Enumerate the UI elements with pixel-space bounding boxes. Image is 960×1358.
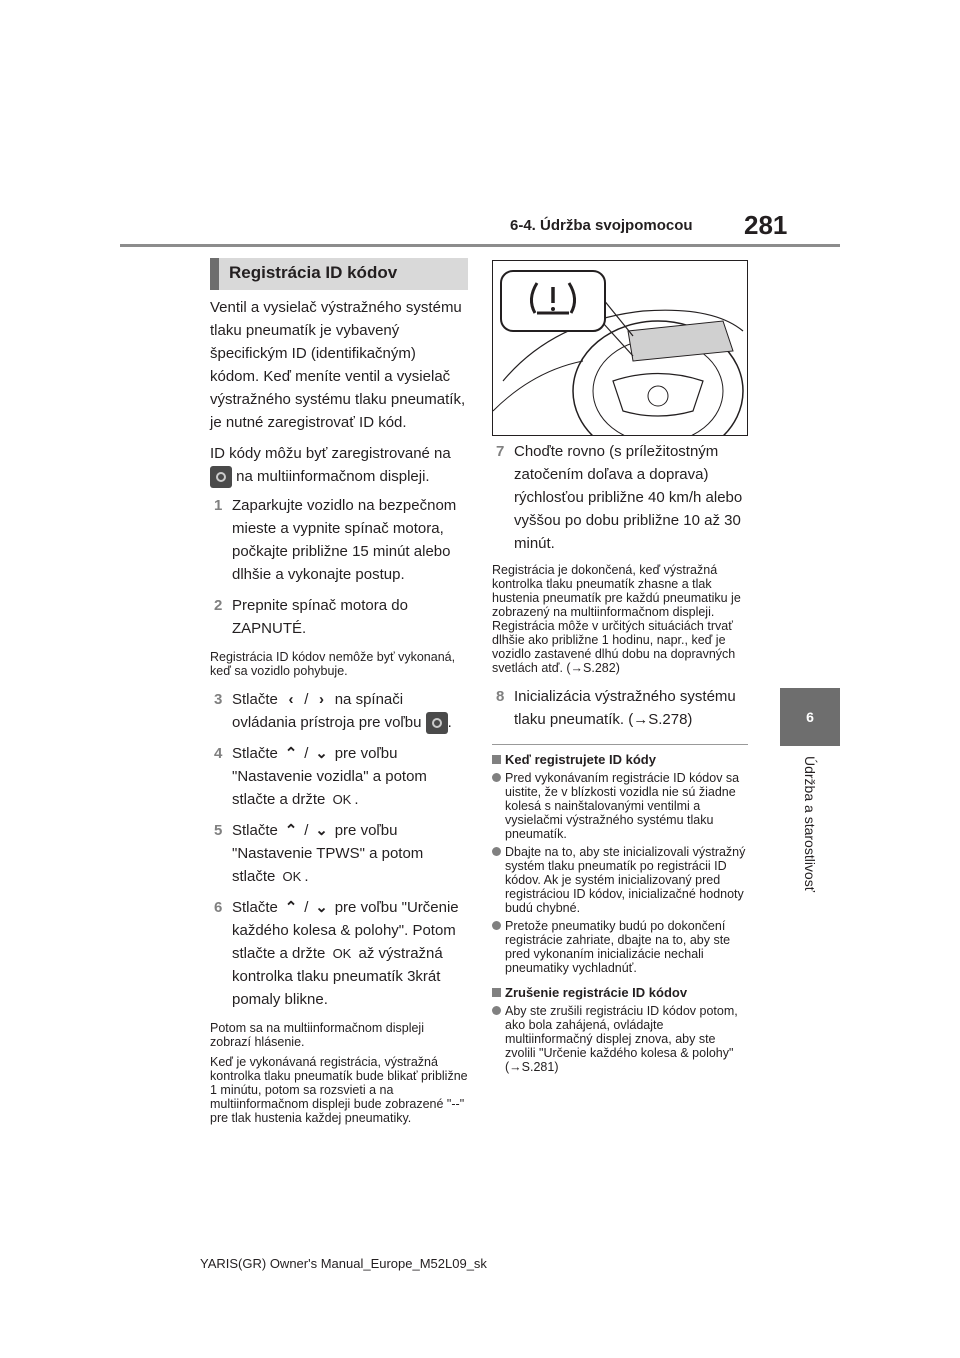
dashboard-illustration <box>492 260 748 436</box>
note-step-6a: Potom sa na multiinformačnom displeji zobrazí hlásenie. <box>210 1021 424 1050</box>
chevron-down-icon: ⌄ <box>315 899 328 917</box>
step-text: až výstražná kontrolka tlaku pneumatík 3krát pomaly blikne. <box>232 945 443 1009</box>
intro-paragraph: Ventil a vysielač výstražného systému tlaku pneumatík je vybavený špecifickým ID (identifikačným) kódom. Keď meníte ventil a vysielač výstražného systému tlaku pneumatík, je nutné zaregistrovať ID kód. <box>210 299 466 431</box>
step-6 <box>210 896 468 1011</box>
note-step-2: Registrácia ID kódov nemôže byť vykonaná, keď sa vozidlo pohybuje. <box>210 650 456 679</box>
period: . <box>354 791 359 809</box>
step-text: pre voľbu "Nastavenie TPWS" a potom stlačte <box>232 822 424 886</box>
step-text: Zaparkujte vozidlo na bezpečnom mieste a vypnite spínač motora, počkajte približne 15 minút alebo dlhšie a vykonajte postup. <box>232 497 457 584</box>
step-text: pre voľbu "Určenie každého kolesa & polohy". Potom stlačte a držte <box>232 899 459 963</box>
step-1 <box>210 494 468 586</box>
square-bullet-icon <box>492 988 501 997</box>
steering-dashboard-drawing <box>493 261 748 436</box>
chapter-title-vertical <box>780 756 840 926</box>
subhead-cancel <box>492 985 748 1000</box>
step-number: 2 <box>214 597 223 615</box>
bullet-dot-icon <box>492 773 501 782</box>
step-number: 4 <box>214 745 223 763</box>
page-number: 281 <box>744 210 788 240</box>
intro-paragraph-2 <box>210 442 468 488</box>
settings-gear-icon <box>210 466 232 488</box>
chapter-title: Údržba a starostlivosť <box>802 756 818 892</box>
step-8 <box>492 685 748 731</box>
chevron-right-icon: › <box>319 691 325 709</box>
period: . <box>304 868 309 886</box>
bullet-dot-icon <box>492 921 501 930</box>
step-text: Stlačte <box>232 899 278 917</box>
chapter-tab: 6 <box>780 688 840 746</box>
section-title-bar <box>210 258 468 290</box>
right-column <box>492 440 748 731</box>
chevron-up-icon: ⌃ <box>284 822 298 840</box>
chevron-up-icon: ⌃ <box>284 899 298 917</box>
step-2 <box>210 594 468 640</box>
notes-section <box>492 752 748 1074</box>
left-column <box>210 296 468 1125</box>
ok-button-icon: OK <box>332 946 352 962</box>
bullet-item <box>492 1004 748 1074</box>
step-text: Inicializácia výstražného systému tlaku pneumatík. (→S.278) <box>514 688 736 728</box>
bullet-dot-icon <box>492 1006 501 1015</box>
step-text: Stlačte <box>232 691 278 709</box>
bullet-text: Aby ste zrušili registráciu ID kódov potom, ako bola zahájená, ovládajte multiinformačný displej znova, aby ste zvolili "Určenie každého kolesa & polohy" (→S.281) <box>505 1004 738 1074</box>
step-text: Stlačte <box>232 745 278 763</box>
subhead-text: Keď registrujete ID kódy <box>505 752 656 767</box>
chevron-down-icon: ⌄ <box>315 745 328 763</box>
subhead-text: Zrušenie registrácie ID kódov <box>505 985 688 1000</box>
step-5 <box>210 819 468 888</box>
step-number: 5 <box>214 822 223 840</box>
note-step-7b: Registrácia môže v určitých situáciách trvať dlhšie ako približne 1 hodinu, napr., keď je vozidlo zastavené dlhú dobu na dopravných svetlách atď. (→S.282) <box>492 619 736 675</box>
intro2-text-a: ID kódy môžu byť zaregistrované na <box>210 445 451 462</box>
bullet-text: Dbajte na to, aby ste inicializovali výstražný systém tlaku pneumatík po registrácii ID kódov. Ak je systém inicializovaný pred registráciou ID kódov, inicializačné hodnoty budú chybné. <box>505 845 746 915</box>
header-rule <box>120 244 840 247</box>
intro2-text-b: na multiinformačnom displeji. <box>236 468 430 485</box>
chevron-left-icon: ‹ <box>288 691 294 709</box>
subhead-registering <box>492 752 748 767</box>
step-number: 3 <box>214 691 223 709</box>
step-text: pre voľbu "Nastavenie vozidla" a potom stlačte a držte <box>232 745 427 809</box>
bullet-text: Pretože pneumatiky budú po dokončení registrácie zahriate, dbajte na to, aby ste pred vykonaním inicializácie nechali pneumatiky vychladnúť. <box>505 919 731 975</box>
note-step-6b: Keď je vykonávaná registrácia, výstražná kontrolka tlaku pneumatík bude blikať približne 1 minútu, potom sa rozsvieti a na multiinformačnom displeji bude zobrazené "--" pre tlak hustenia každej pneumatiky. <box>210 1055 468 1126</box>
step-text: na spínači ovládania prístroja pre voľbu <box>232 691 422 732</box>
slash: / <box>304 691 309 709</box>
slash: / <box>304 899 309 917</box>
slash: / <box>304 745 309 763</box>
square-bullet-icon <box>492 755 501 764</box>
chevron-up-icon: ⌃ <box>284 745 298 763</box>
step-text: Prepnite spínač motora do ZAPNUTÉ. <box>232 597 408 638</box>
footer-text: YARIS(GR) Owner's Manual_Europe_M52L09_sk <box>200 1256 487 1271</box>
step-text: Choďte rovno (s príležitostným zatočením doľava a doprava) rýchlosťou približne 40 km/h alebo vyššou po dobu približne 10 až 30 minút. <box>514 443 743 552</box>
section-title: Registrácia ID kódov <box>229 263 398 282</box>
ok-button-icon: OK <box>282 869 302 885</box>
step-7 <box>492 440 748 555</box>
note-step-7a: Registrácia je dokončená, keď výstražná kontrolka tlaku pneumatík zhasne a tlak hustenia pneumatík pre každú pneumatiku je zobrazený na multiinformačnom displeji. <box>492 563 741 619</box>
bullet-item <box>492 771 748 841</box>
step-number: 6 <box>214 899 223 917</box>
step-number: 8 <box>496 688 505 705</box>
bullet-dot-icon <box>492 847 501 856</box>
step-text: Stlačte <box>232 822 278 840</box>
step-number: 1 <box>214 497 223 515</box>
slash: / <box>304 822 309 840</box>
step-4 <box>210 742 468 811</box>
section-label: 6-4. Údržba svojpomocou <box>510 217 693 234</box>
settings-gear-icon <box>426 712 448 734</box>
step-3 <box>210 688 468 734</box>
bullet-item <box>492 919 748 975</box>
bullet-text: Pred vykonávaním registrácie ID kódov sa uistite, že v blízkosti vozidla nie sú žiadne kolesá s nainštalovanými ventilmi a vysielačmi výstražného systému tlaku pneumatík. <box>505 771 740 841</box>
ok-button-icon: OK <box>332 792 352 808</box>
step-number: 7 <box>496 443 505 460</box>
section-divider <box>492 744 748 745</box>
bullet-item <box>492 845 748 915</box>
period: . <box>447 714 452 732</box>
chevron-down-icon: ⌄ <box>315 822 328 840</box>
